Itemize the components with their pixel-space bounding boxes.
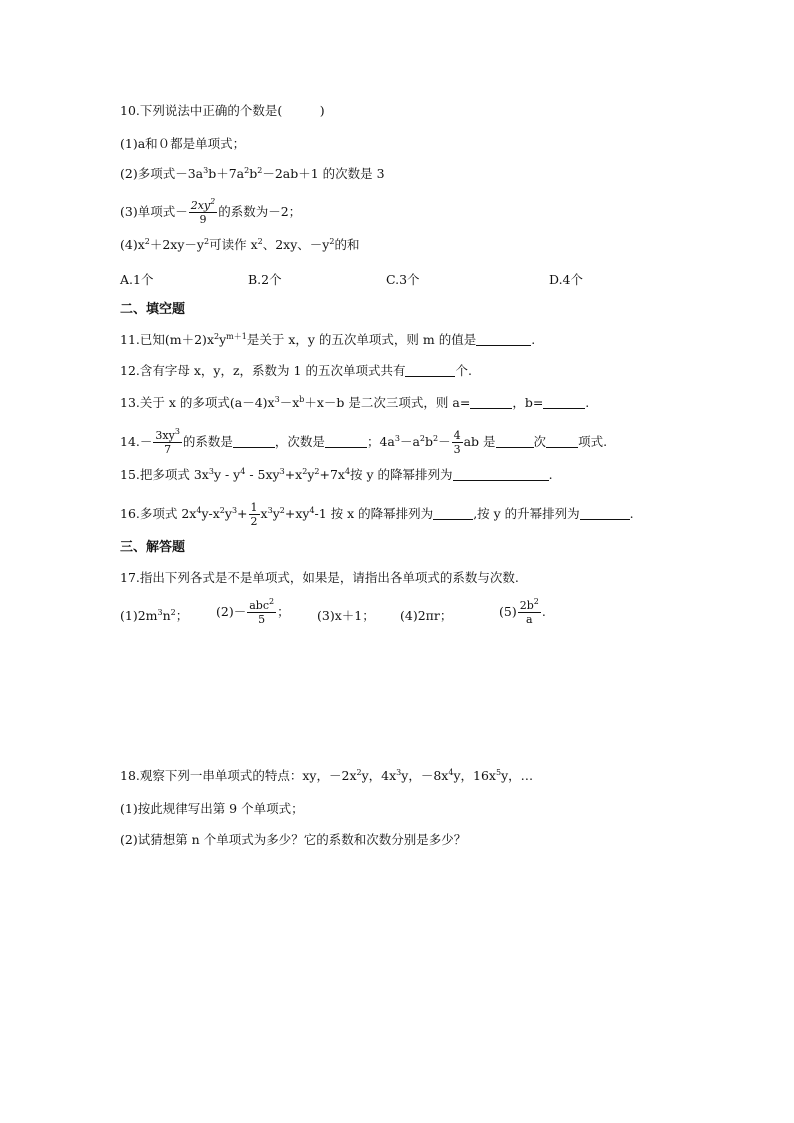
q10-statement-2: (2)多项式$-3a^3b+7a^2b^2-2ab+1$ 的次数是 3 — [120, 166, 385, 181]
answer-blank[interactable] — [476, 333, 531, 346]
answer-blank[interactable] — [233, 435, 275, 448]
answer-blank[interactable] — [546, 435, 578, 448]
answer-blank[interactable] — [543, 396, 585, 409]
q16: 16.多项式 $2x^4y-x^2y^3+$ $\frac{1}{2}$ $x^3y^2+xy^4-1$ 按 x 的降幂排列为 ,按 y 的升幂排列为 . — [120, 501, 634, 528]
q10-option-d: D.4个 — [549, 272, 584, 287]
fraction: $\frac{1}{2}$ — [250, 501, 258, 528]
q18-stem: 18.观察下列一串单项式的特点：xy，$-2x^2y$，$4x^3y$，$-8x^4y$，$16x^5y$，… — [120, 768, 534, 783]
fraction: $\frac{4}{3}$ — [453, 429, 461, 456]
q18-part-1: (1)按此规律写出第 9 个单项式； — [120, 801, 304, 816]
answer-blank[interactable] — [496, 435, 534, 448]
answer-blank[interactable] — [325, 435, 367, 448]
q10-stem: 10.下列说法中正确的个数是( ) — [120, 103, 325, 118]
fraction: $\frac{3xy^3}{7}$ — [155, 427, 180, 456]
q17-stem: 17.指出下列各式是不是单项式，如果是，请指出各单项式的系数与次数. — [120, 570, 519, 585]
q18-part-2: (2)试猜想第 n 个单项式为多少？它的系数和次数分别是多少？ — [120, 832, 467, 847]
q15: 15.把多项式 $3x^3y - y^4 - 5xy^3+x^2y^2+7x^4$按 y 的降幂排列为 . — [120, 467, 553, 482]
fraction: $\frac{2b^2}{a}$ — [519, 597, 539, 626]
q17-item-2: (2)－ $\frac{abc^2}{5}$ ； — [216, 597, 290, 626]
q17-item-4: (4)2πr； — [400, 608, 453, 623]
fraction: $\frac{abc^2}{5}$ — [249, 597, 275, 626]
q11: 11.已知$(m+2)x^2y^{m+1}$是关于 x，y 的五次单项式，则 m 的值是 . — [120, 332, 536, 347]
answer-blank[interactable] — [453, 468, 549, 481]
answer-blank[interactable] — [405, 364, 455, 377]
q17-item-5: (5) $\frac{2b^2}{a}$ . — [499, 597, 546, 626]
q10-statement-3: (3)单项式－ $\frac{2xy^2}{9}$ 的系数为－2； — [120, 197, 302, 226]
q13: 13.关于 x 的多项式$(a-4)x^3-x^b+x-b$ 是二次三项式，则 a= ，b= . — [120, 395, 590, 410]
q17-items — [120, 597, 560, 636]
section-heading-answer: 三、解答题 — [120, 540, 186, 555]
q10-option-c: C.3个 — [386, 272, 420, 287]
q10-option-b: B.2个 — [248, 272, 282, 287]
q14: 14.－ $\frac{3xy^3}{7}$ 的系数是 ，次数是 ；$4a^3-a^2b^2-$ $\frac{4}{3}$ ab 是 次 项式. — [120, 427, 608, 456]
q17-item-3: (3)x＋1； — [317, 608, 375, 623]
q17-item-1: $(1)2m^3n^2$； — [120, 608, 189, 623]
answer-blank[interactable] — [580, 507, 630, 520]
section-heading-fill-blank: 二、填空题 — [120, 302, 186, 317]
q10-statement-4: $(4)x^2+2xy-y^2$可读作 $x^2$、2xy、$-y^2$的和 — [120, 237, 360, 252]
answer-blank[interactable] — [433, 507, 473, 520]
fraction: $\frac{2xy^2}{9}$ — [190, 197, 216, 226]
q10-option-a: A.1个 — [120, 272, 154, 287]
q12: 12.含有字母 x，y，z，系数为 1 的五次单项式共有 个. — [120, 363, 472, 378]
q10-statement-1: (1)a和０都是单项式； — [120, 136, 246, 151]
answer-blank[interactable] — [470, 396, 512, 409]
